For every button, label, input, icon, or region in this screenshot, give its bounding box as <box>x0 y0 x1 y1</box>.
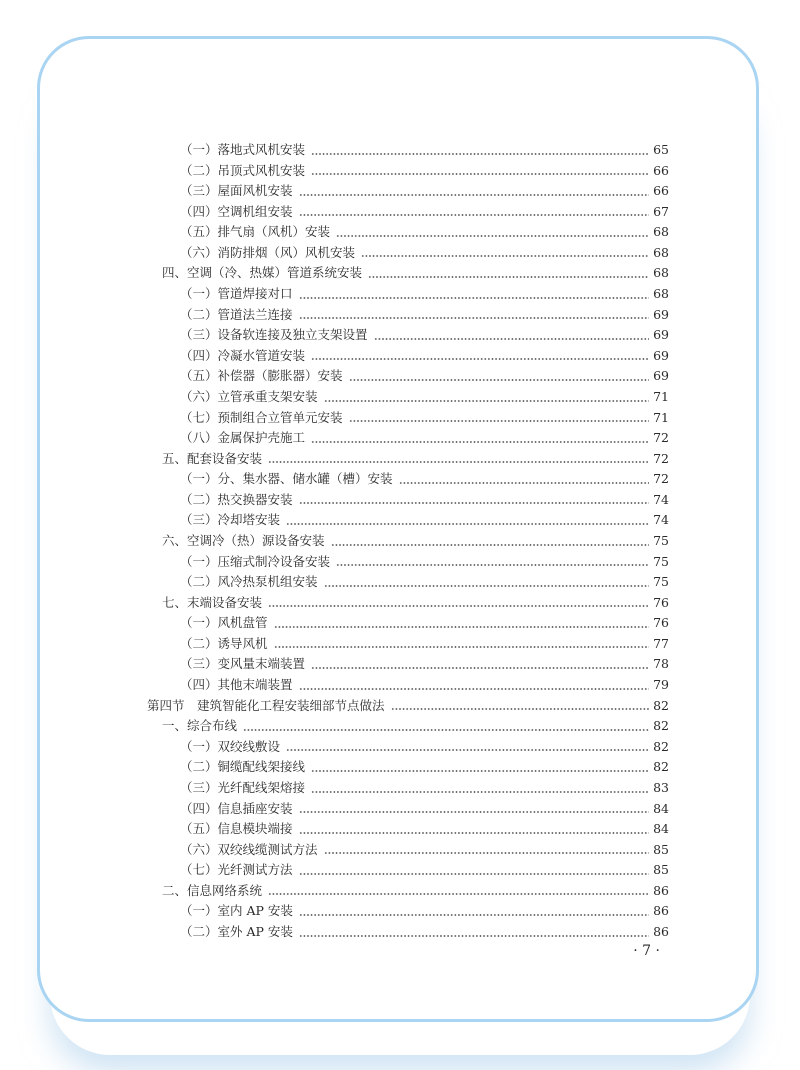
toc-entry-page: 65 <box>653 142 669 157</box>
toc-entry-title: （二）室外 AP 安装 <box>180 923 293 939</box>
toc-entry[interactable] <box>147 716 669 737</box>
toc-entry-title: （二）吊顶式风机安装 <box>180 162 306 178</box>
dot-leader <box>299 832 650 834</box>
dot-leader <box>299 914 649 916</box>
toc-entry[interactable] <box>147 346 669 367</box>
dot-leader <box>299 811 650 813</box>
toc-entry-title: （七）预制组合立管单元安装 <box>180 409 343 425</box>
dot-leader <box>368 276 649 278</box>
toc-entry[interactable] <box>147 408 669 429</box>
toc-entry[interactable] <box>147 243 669 264</box>
dot-leader <box>299 317 650 319</box>
toc-entry-page: 69 <box>653 368 669 384</box>
toc-entry-page: 66 <box>653 162 669 178</box>
toc-entry[interactable] <box>147 510 669 531</box>
toc-entry-page: 86 <box>653 903 669 919</box>
dot-leader <box>374 338 650 340</box>
toc-entry[interactable] <box>147 490 669 511</box>
toc-entry[interactable] <box>147 387 669 408</box>
toc-entry[interactable] <box>147 449 669 470</box>
toc-entry-title: （四）信息插座安装 <box>180 800 293 816</box>
toc-entry-title: （二）铜缆配线架接线 <box>180 759 306 775</box>
dot-leader <box>311 791 649 793</box>
toc-entry-page: 76 <box>653 615 669 631</box>
toc-entry-page: 68 <box>653 244 669 260</box>
toc-entry[interactable] <box>147 881 669 902</box>
dot-leader <box>268 893 649 895</box>
toc-entry-title: 六、空调冷（热）源设备安装 <box>162 532 325 548</box>
toc-entry[interactable] <box>147 531 669 552</box>
toc-entry-title: （四）空调机组安装 <box>180 203 293 219</box>
toc-entry-title: （一）双绞线敷设 <box>180 738 281 754</box>
toc-entry[interactable] <box>147 161 669 182</box>
toc-entry-title: （三）屋面风机安装 <box>180 183 293 199</box>
toc-entry-page: 82 <box>653 697 669 713</box>
dot-leader <box>299 297 650 299</box>
toc-entry-page: 79 <box>653 677 669 693</box>
dot-leader <box>299 214 650 216</box>
dot-leader <box>299 688 650 690</box>
dot-leader <box>324 585 650 587</box>
toc-entry-title: （七）光纤测试方法 <box>180 862 293 878</box>
toc-entry[interactable] <box>147 799 669 820</box>
toc-entry-title: （三）光纤配线架熔接 <box>180 779 306 795</box>
toc-entry[interactable] <box>147 901 669 922</box>
toc-entry-title: 五、配套设备安装 <box>162 450 263 466</box>
toc-entry[interactable] <box>147 860 669 881</box>
toc-entry-title: （六）双绞线缆测试方法 <box>180 841 318 857</box>
dot-leader <box>336 235 649 237</box>
dot-leader <box>361 255 649 257</box>
toc-entry[interactable] <box>147 222 669 243</box>
toc-entry-page: 84 <box>653 821 669 837</box>
toc-entry-title: （一）管道焊接对口 <box>180 286 293 302</box>
toc-entry-page: 75 <box>653 532 669 548</box>
toc-entry-title: （四）其他末端装置 <box>180 677 293 693</box>
toc-entry-title: （五）排气扇（风机）安装 <box>180 224 331 240</box>
toc-entry-title: 七、末端设备安装 <box>162 594 263 610</box>
dot-leader <box>311 153 649 155</box>
toc-entry-page: 85 <box>653 862 669 878</box>
dot-leader <box>324 400 650 402</box>
dot-leader <box>336 564 649 566</box>
toc-entry-page: 82 <box>653 738 669 754</box>
toc-entry-page: 71 <box>653 409 669 425</box>
toc-entry-page: 72 <box>653 430 669 446</box>
toc-entry[interactable] <box>147 263 669 284</box>
dot-leader <box>274 626 650 628</box>
toc-entry[interactable] <box>147 696 669 717</box>
toc-entry-title: （六）消防排烟（风）风机安装 <box>180 244 356 260</box>
toc-entry[interactable] <box>147 325 669 346</box>
dot-leader <box>324 852 650 854</box>
dot-leader <box>349 420 650 422</box>
dot-leader <box>286 523 649 525</box>
toc-entry[interactable] <box>147 840 669 861</box>
toc-entry-page: 86 <box>653 882 669 898</box>
toc-entry-title: 一、综合布线 <box>162 718 238 734</box>
toc-entry-title: （一）落地式风机安装 <box>180 142 306 157</box>
toc-entry-title: （二）热交换器安装 <box>180 491 293 507</box>
toc-entry-page: 76 <box>653 594 669 610</box>
toc-entry-title: （五）信息模块端接 <box>180 821 293 837</box>
toc-entry[interactable] <box>147 613 669 634</box>
toc-entry-title: （四）冷凝水管道安装 <box>180 347 306 363</box>
page-number: · 7 · <box>633 943 660 959</box>
dot-leader <box>399 482 650 484</box>
dot-leader <box>391 708 650 710</box>
toc-entry-title: （一）风机盘管 <box>180 615 268 631</box>
dot-leader <box>311 770 649 772</box>
toc-entry-title: 二、信息网络系统 <box>162 882 263 898</box>
toc-entry-page: 68 <box>653 265 669 281</box>
toc-entry-title: （二）管道法兰连接 <box>180 306 293 322</box>
toc-entry-title: 第四节 建筑智能化工程安装细部节点做法 <box>147 697 385 713</box>
table-of-contents <box>147 140 669 943</box>
dot-leader <box>349 379 650 381</box>
toc-entry[interactable] <box>147 922 669 943</box>
toc-entry-title: （一）室内 AP 安装 <box>180 903 293 919</box>
toc-entry-title: （三）冷却塔安装 <box>180 512 281 528</box>
toc-entry[interactable] <box>147 202 669 223</box>
toc-entry[interactable] <box>147 552 669 573</box>
toc-entry[interactable] <box>147 778 669 799</box>
dot-leader <box>243 729 649 731</box>
dot-leader <box>299 194 650 196</box>
toc-entry[interactable] <box>147 675 669 696</box>
toc-entry-page: 68 <box>653 224 669 240</box>
toc-entry-page: 69 <box>653 347 669 363</box>
toc-entry-page: 69 <box>653 327 669 343</box>
toc-entry-page: 72 <box>653 471 669 487</box>
toc-entry-page: 86 <box>653 923 669 939</box>
toc-entry-page: 72 <box>653 450 669 466</box>
dot-leader <box>299 935 649 937</box>
toc-entry[interactable] <box>147 757 669 778</box>
dot-leader <box>299 873 650 875</box>
dot-leader <box>286 749 649 751</box>
toc-entry[interactable] <box>147 469 669 490</box>
toc-entry[interactable] <box>147 305 669 326</box>
toc-entry[interactable] <box>147 819 669 840</box>
dot-leader <box>311 173 649 175</box>
dot-leader <box>311 667 649 669</box>
toc-entry-page: 69 <box>653 306 669 322</box>
toc-entry-title: （六）立管承重支架安装 <box>180 388 318 404</box>
toc-entry-page: 77 <box>653 635 669 651</box>
toc-entry[interactable] <box>147 284 669 305</box>
dot-leader <box>311 358 649 360</box>
toc-entry-page: 84 <box>653 800 669 816</box>
toc-entry-page: 75 <box>653 574 669 590</box>
toc-entry-title: （一）压缩式制冷设备安装 <box>180 553 331 569</box>
toc-entry-page: 82 <box>653 718 669 734</box>
toc-entry-page: 66 <box>653 183 669 199</box>
toc-entry-page: 83 <box>653 779 669 795</box>
toc-entry[interactable] <box>147 737 669 758</box>
dot-leader <box>331 544 650 546</box>
toc-entry-title: （一）分、集水器、储水罐（槽）安装 <box>180 471 393 487</box>
toc-entry-page: 74 <box>653 512 669 528</box>
toc-entry-page: 71 <box>653 388 669 404</box>
toc-entry-title: （五）补偿器（膨胀器）安装 <box>180 368 343 384</box>
toc-entry[interactable] <box>147 593 669 614</box>
dot-leader <box>274 646 650 648</box>
toc-entry[interactable] <box>147 366 669 387</box>
toc-entry[interactable] <box>147 140 669 161</box>
toc-entry-page: 67 <box>653 203 669 219</box>
dot-leader <box>311 441 649 443</box>
toc-entry-title: 四、空调（冷、热媒）管道系统安装 <box>162 265 363 281</box>
toc-entry[interactable] <box>147 428 669 449</box>
dot-leader <box>299 502 650 504</box>
toc-entry[interactable] <box>147 181 669 202</box>
toc-entry[interactable] <box>147 654 669 675</box>
toc-entry-page: 68 <box>653 286 669 302</box>
toc-entry-page: 75 <box>653 553 669 569</box>
toc-entry[interactable] <box>147 572 669 593</box>
toc-entry-title: （二）风冷热泵机组安装 <box>180 574 318 590</box>
dot-leader <box>268 461 649 463</box>
toc-entry-page: 74 <box>653 491 669 507</box>
toc-entry-title: （三）设备软连接及独立支架设置 <box>180 327 368 343</box>
toc-entry-title: （二）诱导风机 <box>180 635 268 651</box>
toc-entry-title: （八）金属保护壳施工 <box>180 430 306 446</box>
toc-entry-page: 82 <box>653 759 669 775</box>
toc-entry-page: 85 <box>653 841 669 857</box>
toc-entry-title: （三）变风量末端装置 <box>180 656 306 672</box>
toc-entry[interactable] <box>147 634 669 655</box>
toc-entry-page: 78 <box>653 656 669 672</box>
dot-leader <box>268 605 649 607</box>
